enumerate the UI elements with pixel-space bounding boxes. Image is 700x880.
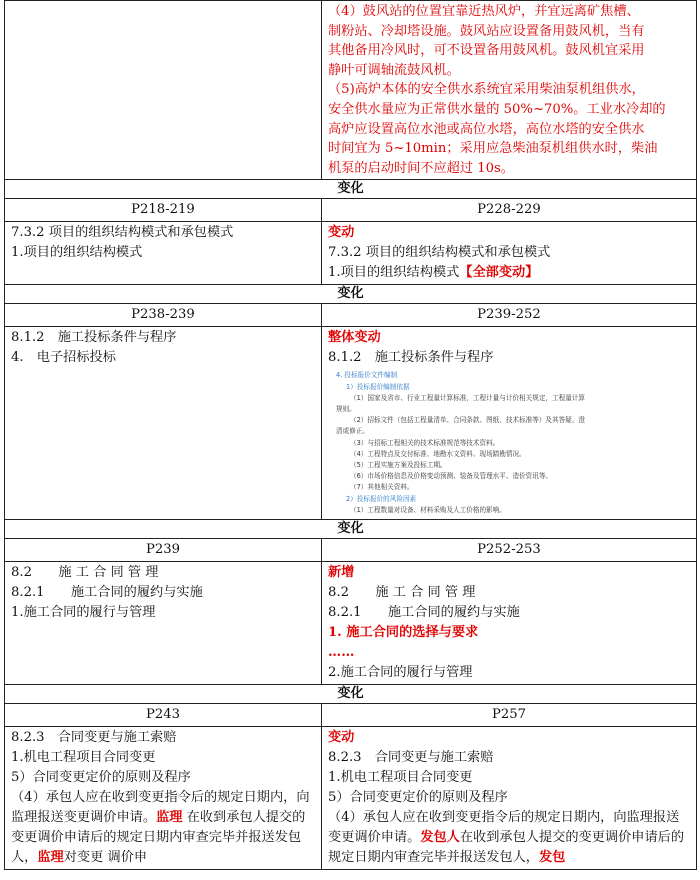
old-line: 5）合同变更定价的原则及程序 bbox=[11, 769, 191, 785]
new-content bbox=[322, 561, 697, 684]
snapshot-subheading: 1）投标报价编制依据 bbox=[346, 382, 410, 391]
old-page-ref: P218-219 bbox=[5, 199, 322, 222]
change-label: 变化 bbox=[5, 519, 697, 538]
content-row bbox=[5, 561, 697, 684]
change-label: 变化 bbox=[5, 684, 697, 703]
old-line: 8.2 施 工 合 同 管 理 bbox=[11, 564, 159, 580]
new-page-ref: P239-252 bbox=[322, 304, 697, 327]
page-header-row bbox=[5, 538, 697, 561]
change-row bbox=[5, 519, 697, 538]
old-content bbox=[5, 726, 322, 869]
content-row bbox=[5, 726, 697, 869]
new-line: 7.3.2 项目的组织结构模式和承包模式 bbox=[328, 245, 551, 261]
snapshot-subheading: 2）投标报价的风险因素 bbox=[346, 494, 417, 503]
top-right-cell bbox=[322, 1, 697, 180]
para-text: 在收到承包人提交的变更调价申请后的规定日期内审查完毕并报送发包人， bbox=[328, 829, 685, 865]
all-changed-note: 【全部变动】 bbox=[459, 265, 539, 281]
top-line: 高炉应设置高位水池或高位水塔，高位水塔的安全供水 bbox=[328, 121, 645, 137]
top-line: 机泵的启动时间不应超过 10s。 bbox=[328, 160, 514, 176]
comparison-table bbox=[4, 0, 697, 870]
old-content bbox=[5, 222, 322, 285]
change-row bbox=[5, 684, 697, 703]
para-highlight: 发包人 bbox=[420, 829, 460, 845]
old-page-ref: P243 bbox=[5, 703, 322, 726]
top-line: 制粉站、冷却塔设施。鼓风站应设置备用鼓风机，当有 bbox=[328, 23, 645, 39]
para-text: 内，向监理报送变更调价申请。 bbox=[11, 789, 310, 825]
old-line: 4. 电子招标投标 bbox=[11, 350, 116, 366]
para-highlight: 监理 bbox=[156, 809, 183, 825]
top-line: 静叶可调轴流鼓风机。 bbox=[328, 62, 460, 78]
new-page-ref: P228-229 bbox=[322, 199, 697, 222]
para-highlight: 监理 bbox=[37, 849, 64, 865]
old-content bbox=[5, 561, 322, 684]
page-header-row bbox=[5, 304, 697, 327]
para-text: （4）承包人应在收到变更指令后的规定日期内，向监理报送变更调价申请。 bbox=[328, 809, 680, 845]
new-line bbox=[328, 263, 690, 283]
new-line: 1.机电工程项目合同变更 bbox=[328, 769, 473, 785]
content-row bbox=[5, 327, 697, 520]
top-line: 时间宜为 5~10min；采用应急柴油泵机组供水时，柴油 bbox=[328, 141, 658, 157]
snapshot-item: （2）招标文件（包括工程量清单、合同条款、图纸、技术标准等）及其答疑、澄 bbox=[350, 416, 585, 425]
old-content bbox=[5, 327, 322, 520]
new-line: 2.施工合同的履行与管理 bbox=[328, 664, 473, 680]
top-line: （4）鼓风站的位置宜靠近热风炉，并宜远离矿焦槽、 bbox=[328, 4, 640, 19]
new-line: 8.2 施 工 合 同 管 理 bbox=[328, 584, 476, 600]
change-row bbox=[5, 180, 697, 199]
change-tag: 新增 bbox=[328, 564, 355, 580]
change-tag: 整体变动 bbox=[328, 330, 381, 346]
snapshot-item: （5）工程实施方案及投标工期。 bbox=[350, 460, 447, 469]
old-page-ref: P238-239 bbox=[5, 304, 322, 327]
new-page-ref: P257 bbox=[322, 703, 697, 726]
change-tag: 变动 bbox=[328, 729, 355, 745]
snapshot-item: （6）市场价格信息及价格变动预测、装备及管理水平、造价资讯等。 bbox=[350, 472, 553, 481]
new-line: 8.2.3 合同变更与施工索赔 bbox=[328, 749, 494, 765]
new-line: 8.1.2 施工投标条件与程序 bbox=[328, 350, 494, 366]
old-page-ref: P239 bbox=[5, 538, 322, 561]
para-text: 在收到承包人提交的变更调价申请后的规定日期内审查完毕并报送发包人， bbox=[11, 809, 306, 865]
old-line: 8.1.2 施工投标条件与程序 bbox=[11, 330, 177, 346]
snapshot-item: 规则。 bbox=[336, 404, 356, 413]
top-line: （5)高炉本体的安全供水系统宜采用柴油泵机组供水， bbox=[328, 82, 645, 98]
change-label: 变化 bbox=[5, 180, 697, 199]
snapshot-item: （1）工程数量对设备、材料采购及人工价格的影响。 bbox=[350, 505, 506, 514]
page-header-row bbox=[5, 199, 697, 222]
new-line-added: 1. 施工合同的选择与要求 bbox=[328, 624, 479, 640]
old-line: 7.3.2 项目的组织结构模式和承包模式 bbox=[11, 225, 234, 241]
snapshot-item: （1）国家及省市、行业工程量计算标准，工程计量与计价相关规定，工程量计算 bbox=[350, 393, 585, 402]
embedded-snapshot bbox=[336, 370, 656, 516]
change-row bbox=[5, 285, 697, 304]
old-paragraph bbox=[11, 788, 315, 868]
page-header-row bbox=[5, 703, 697, 726]
top-row bbox=[5, 1, 697, 180]
new-line: 5）合同变更定价的原则及程序 bbox=[328, 789, 508, 805]
old-line: 8.2.3 合同变更与施工索赔 bbox=[11, 729, 177, 745]
snapshot-item: 清或修正。 bbox=[336, 427, 369, 436]
top-left-cell bbox=[5, 1, 322, 180]
new-content bbox=[322, 222, 697, 285]
old-line: 1.项目的组织结构模式 bbox=[11, 245, 143, 261]
new-line: 8.2.1 施工合同的履约与实施 bbox=[328, 604, 520, 620]
top-line: 其他备用冷风时，可不设置备用鼓风机。鼓风机宜采用 bbox=[328, 43, 645, 59]
new-paragraph bbox=[328, 808, 690, 868]
snapshot-item: （7）其他相关资料。 bbox=[350, 483, 414, 492]
new-page-ref: P252-253 bbox=[322, 538, 697, 561]
new-line-text: 1.项目的组织结构模式 bbox=[328, 265, 460, 281]
new-content bbox=[322, 327, 697, 520]
ellipsis: …… bbox=[328, 644, 355, 660]
content-row bbox=[5, 222, 697, 285]
top-line: 安全供水量应为正常供水量的 50%~70%。工业水冷却的 bbox=[328, 101, 666, 117]
para-text: （4）承包人应在收到变更指令后的规定日期 bbox=[11, 789, 270, 805]
para-highlight: 发包 bbox=[539, 849, 566, 865]
new-content bbox=[322, 726, 697, 869]
old-line: 1.施工合同的履行与管理 bbox=[11, 604, 156, 620]
old-line: 8.2.1 施工合同的履约与实施 bbox=[11, 584, 203, 600]
snapshot-item: （4）工程特点及交付标准、地勘水文资料、现场踏勘情况。 bbox=[350, 449, 526, 458]
para-text: 对变更 调价申 bbox=[63, 849, 148, 865]
change-tag: 变动 bbox=[328, 225, 355, 241]
snapshot-title: 4. 投标报价文件编制 bbox=[336, 371, 398, 380]
snapshot-item: （3）与招标工程相关的技术标准规范等技术资料。 bbox=[350, 438, 500, 447]
change-label: 变化 bbox=[5, 285, 697, 304]
old-line: 1.机电工程项目合同变更 bbox=[11, 749, 156, 765]
